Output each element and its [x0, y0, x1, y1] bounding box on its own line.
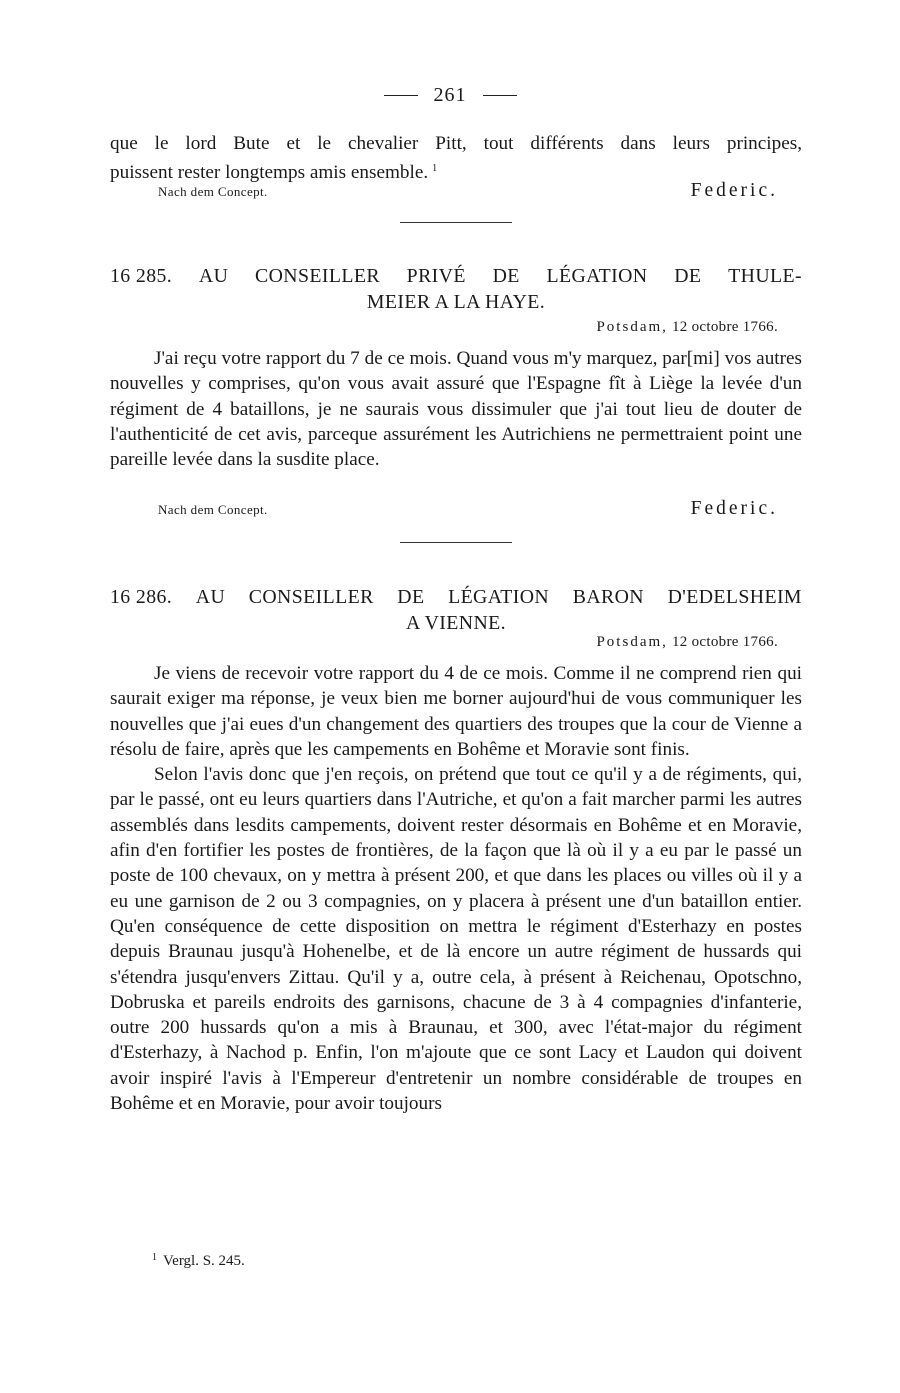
- heading-word: LÉGATION: [546, 265, 648, 287]
- heading-line-2: MEIER A LA HAYE.: [366, 291, 546, 313]
- heading-word: DE: [674, 265, 702, 287]
- body-paragraph-1: Je viens de recevoir votre rapport du 4 de ce mois. Comme il ne comprend rien qui saurait exiger ma réponse, je veux bien me borner aujourd'hui de vous communiquer les nouvelles que j'ai eues d'un changement des quartiers des troupes que la cour de Vienne a résolu de faire, après que les campements en Bohême et Moravie sont finis.: [110, 663, 802, 760]
- carryover-line-2-text: puissent rester longtemps amis ensemble.: [110, 162, 429, 184]
- footnote-reference: 1: [432, 163, 438, 175]
- footnote-mark: 1: [152, 1252, 157, 1263]
- heading-word: CONSEILLER: [248, 586, 374, 608]
- section-divider: [400, 222, 512, 223]
- letter-number: 16 286.: [110, 586, 173, 608]
- date-place: Potsdam,: [596, 634, 668, 650]
- heading-line-2: A VIENNE.: [406, 612, 506, 634]
- letter-body-16286: [110, 661, 802, 1116]
- source-note: Nach dem Concept.: [158, 502, 268, 517]
- footnote: [152, 1252, 245, 1270]
- carryover-paragraph: [110, 131, 802, 186]
- signature: Federic.: [690, 498, 778, 519]
- letter-number: 16 285.: [110, 265, 173, 287]
- heading-word: D'EDELSHEIM: [667, 586, 802, 608]
- heading-word: DE: [492, 265, 520, 287]
- header-rule-left: [384, 95, 418, 96]
- header-rule-right: [483, 95, 517, 96]
- page-header: [0, 84, 900, 107]
- heading-word: DE: [397, 586, 425, 608]
- carryover-line-1: que le lord Bute et le chevalier Pitt, tout différents dans leurs principes,: [110, 133, 802, 154]
- heading-word: CONSEILLER: [255, 265, 380, 287]
- heading-word: AU: [198, 265, 229, 287]
- date-place: Potsdam,: [596, 319, 668, 335]
- footnote-text: Vergl. S. 245.: [163, 1253, 245, 1269]
- date-text: 12 octobre 1766.: [671, 319, 778, 335]
- heading-word: AU: [195, 586, 226, 608]
- heading-word: THULE-: [728, 265, 802, 287]
- heading-line-1: [110, 263, 802, 289]
- heading-word: PRIVÉ: [406, 265, 466, 287]
- letter-heading-16285: [110, 263, 802, 315]
- body-paragraph-2: Selon l'avis donc que j'en reçois, on prétend que tout ce qu'il y a de régiments, qui, par le passé, ont eu leurs quartiers dans l'Autriche, et qu'on a fait marcher parmi les autres assemblés dans lesdits campements, doivent rester désormais en Bohême et en Moravie, afin d'en fortifier les postes de frontières, de la façon que là où il y a eu par le passé un poste de 100 chevaux, on y mettra à présent 200, et que dans les places ou villes où il y a eu une garnison de 2 ou 3 compagnies, on y placera à présent une d'un bataillon entier. Qu'en conséquence de cette disposition on mettra le régiment d'Esterhazy en postes depuis Braunau jusqu'à Hohenelbe, et de là encore un autre régiment de hussards qui s'étendra jusqu'envers Zittau. Qu'il y a, outre cela, à présent à Reichenau, Opotschno, Dobruska et pareils endroits des garnisons, chacune de 3 à 4 compagnies d'infanterie, outre 200 hussards qu'on a mis à Braunau, et 300, avec l'état-major du régiment d'Esterhazy, à Nachod p. Enfin, l'on m'ajoute que ce sont Lacy et Laudon qui doivent avoir inspiré l'avis à l'Empereur d'entretenir un nombre considérable de troupes en Bohême et en Moravie, pour avoir toujours: [110, 764, 802, 1115]
- signature: Federic.: [690, 180, 778, 201]
- heading-word: LÉGATION: [448, 586, 550, 608]
- body-paragraph: J'ai reçu votre rapport du 7 de ce mois. Quand vous m'y marquez, par[mi] vos autres nouvelles y comprises, qu'on vous avait assuré que l'Espagne fît à Liège la levée d'un régiment de 4 bataillons, je ne saurais vous dissimuler que j'ai tout lieu de douter de l'authenticité de cet avis, parceque assurément les Autrichiens ne permettraient point une pareille levée dans la susdite place.: [110, 348, 802, 471]
- page-number: 261: [433, 84, 467, 106]
- closing-1: [158, 180, 778, 202]
- heading-line-1: [110, 584, 802, 610]
- closing-2: [158, 498, 778, 520]
- heading-word: BARON: [572, 586, 644, 608]
- dateline-16286: [596, 634, 778, 651]
- letter-heading-16286: [110, 584, 802, 636]
- section-divider: [400, 542, 512, 543]
- letter-body-16285: [110, 346, 802, 472]
- dateline-16285: [596, 319, 778, 336]
- date-text: 12 octobre 1766.: [671, 634, 778, 650]
- source-note: Nach dem Concept.: [158, 184, 268, 199]
